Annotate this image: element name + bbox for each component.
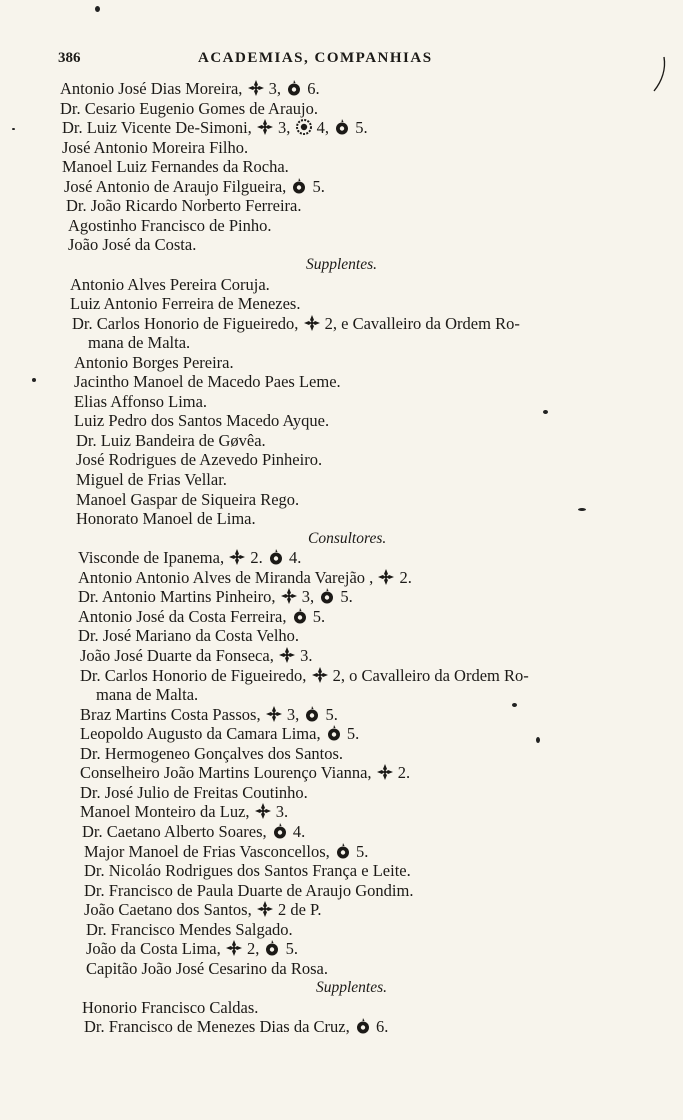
entry-text: 2 de P. <box>273 900 322 920</box>
member-entry <box>76 470 676 490</box>
entry-text: Dr. Francisco Mendes Salgado. <box>86 919 293 939</box>
entry-text: 5. <box>308 606 326 626</box>
member-entry <box>62 118 662 138</box>
rose-order-icon <box>295 118 313 136</box>
entry-text: Dr. Luiz Vicente De-Simoni, <box>62 118 256 138</box>
entry-text: Visconde de Ipanema, <box>78 548 229 568</box>
entry-text: Dr. Francisco de Paula Duarte de Araujo Gondim. <box>84 880 414 900</box>
entry-text: 2, e Cavalleiro da Ordem Ro- <box>320 313 520 333</box>
entry-text: 3. <box>295 646 313 665</box>
maltese-cross-icon <box>278 646 296 664</box>
section-heading: Supplentes. <box>316 979 388 997</box>
entry-text: Dr. Hermogeneo Gonçalves dos Santos. <box>80 743 344 763</box>
member-entry <box>64 177 664 197</box>
ink-speck <box>12 128 15 130</box>
entry-text: mana de Malta. <box>88 333 191 353</box>
member-entry <box>66 196 666 216</box>
maltese-cross-icon <box>303 314 321 332</box>
entry-text: 4. <box>284 548 302 568</box>
member-entry <box>84 900 683 920</box>
entry-text: Dr. Carlos Honorio de Figueiredo, <box>72 313 303 333</box>
entry-text: Dr. João Ricardo Norberto Ferreira. <box>66 196 302 216</box>
order-medal-icon <box>334 842 352 860</box>
member-entry <box>86 939 683 959</box>
entry-text: 5. <box>342 724 360 744</box>
order-medal-icon <box>285 79 303 97</box>
member-entry <box>74 411 674 431</box>
member-entry <box>80 724 680 744</box>
maltese-cross-icon <box>247 79 265 97</box>
member-entry <box>84 842 683 862</box>
entry-text: Antonio Antonio Alves de Miranda Varejão , <box>78 567 378 587</box>
entry-text: Dr. Nicoláo Rodrigues dos Santos França e Leite. <box>84 861 411 880</box>
entry-text: José Antonio Moreira Filho. <box>62 137 249 157</box>
entry-text: Antonio José Dias Moreira, <box>60 79 247 98</box>
entry-text: Miguel de Frias Vellar. <box>76 470 227 489</box>
order-medal-icon <box>267 548 285 566</box>
entry-text: Jacintho Manoel de Macedo Paes Leme. <box>74 372 341 392</box>
entry-text: José Antonio de Araujo Filgueira, <box>64 176 291 196</box>
member-entry <box>78 587 678 607</box>
member-entry <box>68 216 668 236</box>
maltese-cross-icon <box>256 900 274 918</box>
entry-text: Honorio Francisco Caldas. <box>82 997 259 1017</box>
entry-text: 3, <box>264 79 286 98</box>
entry-text: Antonio Borges Pereira. <box>74 352 234 372</box>
maltese-cross-icon <box>254 802 272 820</box>
entry-text: Luiz Pedro dos Santos Macedo Ayque. <box>74 411 330 431</box>
entry-text: 2. <box>246 548 267 568</box>
order-medal-icon <box>318 587 336 605</box>
member-entry <box>80 763 680 783</box>
entry-text: mana de Malta. <box>96 685 199 705</box>
order-medal-icon <box>291 607 309 625</box>
entry-text: José Rodrigues de Azevedo Pinheiro. <box>76 450 323 470</box>
order-medal-icon <box>263 939 281 957</box>
entry-text: 5. <box>308 176 325 196</box>
member-entry <box>68 235 668 255</box>
ink-speck <box>536 737 540 743</box>
ink-speck <box>95 6 100 12</box>
member-entry <box>84 861 683 881</box>
entry-text: Dr. José Mariano da Costa Velho. <box>78 626 300 646</box>
member-entry <box>76 431 676 451</box>
entry-text: 5. <box>321 704 338 724</box>
entry-text: 5. <box>351 841 369 861</box>
member-entry <box>74 353 674 373</box>
entry-text: Manoel Gaspar de Siqueira Rego. <box>76 489 300 509</box>
member-entry <box>80 646 680 666</box>
member-entry <box>82 822 682 842</box>
ink-speck <box>512 703 517 707</box>
entry-text: Dr. Francisco de Menezes Dias da Cruz, <box>84 1017 354 1037</box>
maltese-cross-icon <box>280 587 298 605</box>
member-entry <box>60 99 660 119</box>
member-entry <box>86 920 683 940</box>
member-entry <box>70 294 670 314</box>
maltese-cross-icon <box>265 705 283 723</box>
entry-text: Dr. Antonio Martins Pinheiro, <box>78 587 280 607</box>
member-entry <box>62 138 662 158</box>
order-medal-icon <box>333 118 351 136</box>
entry-text: Agostinho Francisco de Pinho. <box>68 215 272 235</box>
member-entry <box>74 372 674 392</box>
maltese-cross-icon <box>311 666 329 684</box>
entry-text: João Caetano dos Santos, <box>84 900 256 920</box>
member-entry <box>86 959 683 979</box>
entry-text: 3. <box>271 802 289 822</box>
entry-text: Manoel Monteiro da Luz, <box>80 802 254 822</box>
entry-text: 2, <box>242 939 264 959</box>
member-entry <box>80 744 680 764</box>
entry-text: 6. <box>303 79 320 98</box>
member-entry <box>72 314 672 334</box>
entry-text: Conselheiro João Martins Lourenço Vianna, <box>80 763 376 783</box>
entry-text: Manoel Luiz Fernandes da Rocha. <box>62 157 289 177</box>
maltese-cross-icon <box>228 548 246 566</box>
entry-text: 3, <box>297 587 319 607</box>
member-entry <box>76 450 676 470</box>
entry-text: João José da Costa. <box>68 235 197 255</box>
order-medal-icon <box>271 822 289 840</box>
member-entry <box>74 392 674 412</box>
maltese-cross-icon <box>225 939 243 957</box>
entry-text: 5. <box>336 587 353 607</box>
entry-text: Dr. Carlos Honorio de Figueiredo, <box>80 665 311 685</box>
member-entry <box>80 666 680 686</box>
entry-text: 5. <box>351 118 368 138</box>
member-entry <box>84 881 683 901</box>
entry-text: Antonio José da Costa Ferreira, <box>78 606 291 626</box>
entry-text: 2. <box>393 763 411 783</box>
member-entry <box>78 626 678 646</box>
entry-text: Major Manoel de Frias Vasconcellos, <box>84 841 334 861</box>
entry-text: Antonio Alves Pereira Coruja. <box>70 274 270 294</box>
order-medal-icon <box>325 724 343 742</box>
entry-text: Leopoldo Augusto da Camara Lima, <box>80 724 325 744</box>
entry-text: 2, o Cavalleiro da Ordem Ro- <box>328 665 529 685</box>
member-entry <box>78 548 678 568</box>
member-entry <box>60 79 660 99</box>
entry-text: Dr. Caetano Alberto Soares, <box>82 821 271 841</box>
entry-text: Capitão João José Cesarino da Rosa. <box>86 958 328 978</box>
ink-speck <box>578 508 586 511</box>
page-number: 386 <box>58 50 81 66</box>
member-entry <box>78 607 678 627</box>
order-medal-icon <box>303 705 321 723</box>
entry-text: 2. <box>395 567 412 587</box>
member-entry <box>70 275 670 295</box>
member-entry <box>82 998 682 1018</box>
member-entry <box>80 802 680 822</box>
section-heading: Supplentes. <box>306 256 378 273</box>
entry-text: João José Duarte da Fonseca, <box>80 646 278 665</box>
entry-text: 4, <box>312 118 334 138</box>
member-entry <box>62 157 662 177</box>
entry-text: Dr. Luiz Bandeira de Gøvêa. <box>76 430 266 450</box>
order-medal-icon <box>354 1017 372 1035</box>
order-medal-icon <box>290 177 308 195</box>
maltese-cross-icon <box>376 763 394 781</box>
maltese-cross-icon <box>377 568 395 586</box>
entry-text: 4. <box>288 821 306 841</box>
ink-speck <box>32 378 36 382</box>
member-entry <box>80 783 680 803</box>
entry-text: João da Costa Lima, <box>86 939 225 959</box>
maltese-cross-icon <box>256 118 274 136</box>
entry-text: Dr. José Julio de Freitas Coutinho. <box>80 782 308 802</box>
member-entry <box>76 509 676 529</box>
section-heading: Consultores. <box>308 529 387 547</box>
page-header <box>58 50 488 72</box>
member-entry <box>84 1017 683 1037</box>
entry-continuation <box>96 685 683 705</box>
member-entry <box>80 705 680 725</box>
entry-text: 3, <box>282 704 304 724</box>
entry-text: 5. <box>281 939 298 959</box>
entry-text: Dr. Cesario Eugenio Gomes de Araujo. <box>60 98 318 118</box>
margin-pen-stroke <box>650 55 670 95</box>
entry-text: 6. <box>371 1017 389 1037</box>
member-entry <box>76 490 676 510</box>
entry-text: Honorato Manoel de Lima. <box>76 509 256 529</box>
running-head: ACADEMIAS, COMPANHIAS <box>198 50 433 66</box>
member-entry <box>78 568 678 588</box>
entry-text: Luiz Antonio Ferreira de Menezes. <box>70 294 301 314</box>
entry-continuation <box>88 333 683 353</box>
ink-speck <box>543 410 548 414</box>
entry-text: Elias Affonso Lima. <box>74 391 208 411</box>
entry-text: Braz Martins Costa Passos, <box>80 704 265 724</box>
entry-text: 3, <box>273 118 295 138</box>
